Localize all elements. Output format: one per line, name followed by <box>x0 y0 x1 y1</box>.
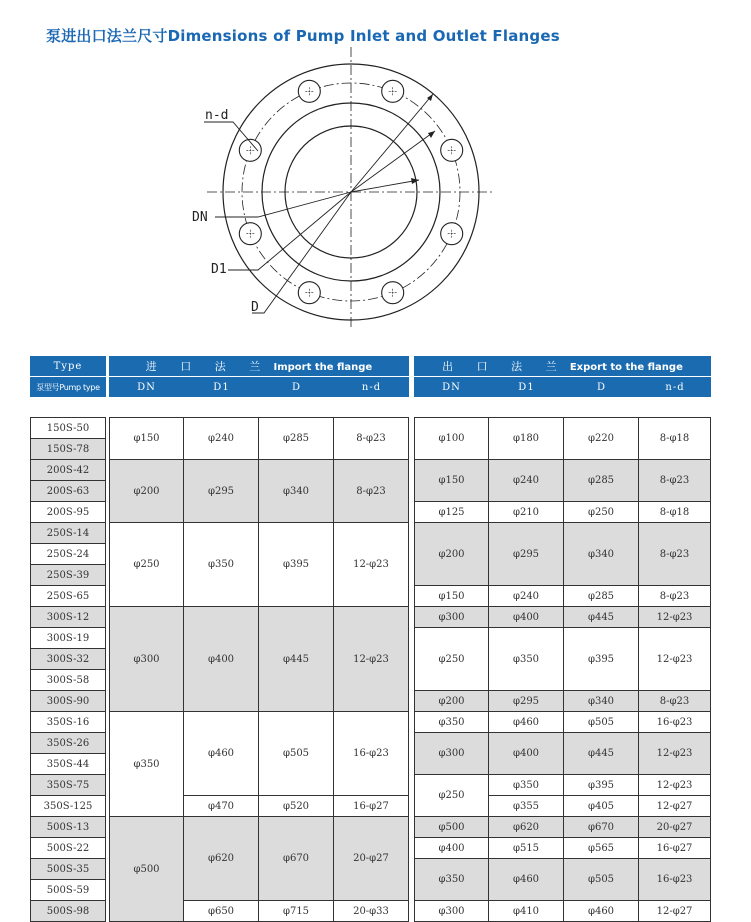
header-type: Type <box>30 356 106 377</box>
in-dn-cell: φ250 <box>109 523 184 607</box>
label-dn: DN <box>192 210 208 225</box>
out-nd-cell: 8-φ23 <box>639 586 711 607</box>
out-d-cell: φ220 <box>564 417 639 460</box>
out-d-cell: φ505 <box>564 712 639 733</box>
type-cell: 300S-90 <box>30 691 106 712</box>
type-cell: 300S-58 <box>30 670 106 691</box>
out-d1-cell: φ240 <box>489 460 564 502</box>
in-d-cell: φ285 <box>259 417 334 460</box>
out-d1-cell: φ240 <box>489 586 564 607</box>
out-nd-cell: 20-φ27 <box>639 817 711 838</box>
out-nd-cell: 12-φ27 <box>639 901 711 922</box>
out-d-cell: φ445 <box>564 733 639 775</box>
in-dn-cell: φ500 <box>109 817 184 922</box>
out-dn-cell: φ250 <box>414 775 489 817</box>
out-nd-cell: 8-φ23 <box>639 460 711 502</box>
type-cell: 150S-50 <box>30 417 106 439</box>
header-in-nd: n-d <box>334 377 409 397</box>
out-d-cell: φ565 <box>564 838 639 859</box>
in-nd-cell: 8-φ23 <box>334 417 409 460</box>
out-d1-cell: φ620 <box>489 817 564 838</box>
header-out-dn: DN <box>414 377 489 397</box>
type-cell: 300S-19 <box>30 628 106 649</box>
in-nd-cell: 12-φ23 <box>334 607 409 712</box>
out-dn-cell: φ300 <box>414 607 489 628</box>
out-d-cell: φ670 <box>564 817 639 838</box>
out-dn-cell: φ150 <box>414 460 489 502</box>
label-d1: D1 <box>211 262 227 277</box>
out-dn-cell: φ500 <box>414 817 489 838</box>
out-d1-cell: φ355 <box>489 796 564 817</box>
type-cell: 250S-24 <box>30 544 106 565</box>
in-d-cell: φ670 <box>259 817 334 901</box>
header-in-dn: DN <box>109 377 184 397</box>
in-d-cell: φ395 <box>259 523 334 607</box>
out-d-cell: φ395 <box>564 628 639 691</box>
in-d1-cell: φ470 <box>184 796 259 817</box>
out-d1-cell: φ400 <box>489 607 564 628</box>
out-nd-cell: 12-φ27 <box>639 796 711 817</box>
out-d1-cell: φ350 <box>489 775 564 796</box>
header-import-en: Import the flange <box>273 362 373 373</box>
in-d-cell: φ520 <box>259 796 334 817</box>
type-cell: 150S-78 <box>30 439 106 460</box>
out-d1-cell: φ295 <box>489 523 564 586</box>
header-out-nd: n-d <box>639 377 711 397</box>
out-d1-cell: φ460 <box>489 712 564 733</box>
in-d-cell: φ715 <box>259 901 334 922</box>
out-dn-cell: φ350 <box>414 712 489 733</box>
out-d1-cell: φ295 <box>489 691 564 712</box>
header-export-cn: 出 口 法 兰 <box>442 360 567 373</box>
out-dn-cell: φ200 <box>414 691 489 712</box>
in-d1-cell: φ350 <box>184 523 259 607</box>
out-nd-cell: 8-φ23 <box>639 691 711 712</box>
type-cell: 200S-42 <box>30 460 106 481</box>
out-d-cell: φ460 <box>564 901 639 922</box>
d1-radius-line <box>351 131 435 192</box>
out-nd-cell: 8-φ23 <box>639 523 711 586</box>
out-d-cell: φ340 <box>564 523 639 586</box>
out-dn-cell: φ200 <box>414 523 489 586</box>
out-dn-cell: φ150 <box>414 586 489 607</box>
out-d-cell: φ340 <box>564 691 639 712</box>
out-d1-cell: φ350 <box>489 628 564 691</box>
out-dn-cell: φ300 <box>414 901 489 922</box>
out-d1-cell: φ410 <box>489 901 564 922</box>
type-cell: 500S-13 <box>30 817 106 838</box>
out-d1-cell: φ400 <box>489 733 564 775</box>
in-d-cell: φ340 <box>259 460 334 523</box>
in-dn-cell: φ200 <box>109 460 184 523</box>
out-d-cell: φ250 <box>564 502 639 523</box>
out-nd-cell: 16-φ27 <box>639 838 711 859</box>
out-d-cell: φ405 <box>564 796 639 817</box>
in-nd-cell: 16-φ27 <box>334 796 409 817</box>
type-cell: 300S-32 <box>30 649 106 670</box>
out-d-cell: φ445 <box>564 607 639 628</box>
out-dn-cell: φ125 <box>414 502 489 523</box>
out-nd-cell: 16-φ23 <box>639 859 711 901</box>
out-dn-cell: φ400 <box>414 838 489 859</box>
in-d1-cell: φ240 <box>184 417 259 460</box>
out-dn-cell: φ300 <box>414 733 489 775</box>
in-dn-cell: φ150 <box>109 417 184 460</box>
in-d-cell: φ445 <box>259 607 334 712</box>
out-nd-cell: 16-φ23 <box>639 712 711 733</box>
header-export-en: Export to the flange <box>569 362 683 373</box>
in-dn-cell: φ350 <box>109 712 184 817</box>
header-import <box>109 356 409 377</box>
in-nd-cell: 16-φ23 <box>334 712 409 796</box>
in-nd-cell: 20-φ33 <box>334 901 409 922</box>
type-cell: 500S-98 <box>30 901 106 922</box>
in-nd-cell: 20-φ27 <box>334 817 409 901</box>
out-d-cell: φ285 <box>564 586 639 607</box>
dn-radius-line <box>351 180 419 192</box>
out-dn-cell: φ100 <box>414 417 489 460</box>
d-radius-line <box>351 94 433 192</box>
type-cell: 350S-75 <box>30 775 106 796</box>
out-d-cell: φ395 <box>564 775 639 796</box>
out-nd-cell: 12-φ23 <box>639 733 711 775</box>
header-in-d: D <box>259 377 334 397</box>
out-d1-cell: φ210 <box>489 502 564 523</box>
flange-diagram <box>0 0 751 340</box>
flange-table <box>30 356 711 922</box>
out-d-cell: φ285 <box>564 460 639 502</box>
label-d: D <box>251 300 259 315</box>
type-cell: 250S-65 <box>30 586 106 607</box>
type-cell: 200S-95 <box>30 502 106 523</box>
out-nd-cell: 12-φ23 <box>639 607 711 628</box>
type-cell: 500S-59 <box>30 880 106 901</box>
out-d1-cell: φ515 <box>489 838 564 859</box>
in-dn-cell: φ300 <box>109 607 184 712</box>
type-cell: 500S-35 <box>30 859 106 880</box>
label-nd: n-d <box>205 108 229 123</box>
page-title: 泵进出口法兰尺寸Dimensions of Pump Inlet and Outlet Flanges <box>46 27 560 45</box>
header-export <box>414 356 711 377</box>
in-d1-cell: φ295 <box>184 460 259 523</box>
out-nd-cell: 12-φ23 <box>639 628 711 691</box>
header-out-d: D <box>564 377 639 397</box>
in-nd-cell: 8-φ23 <box>334 460 409 523</box>
header-out-d1: D1 <box>489 377 564 397</box>
type-cell: 350S-26 <box>30 733 106 754</box>
out-nd-cell: 12-φ23 <box>639 775 711 796</box>
out-dn-cell: φ350 <box>414 859 489 901</box>
type-cell: 350S-16 <box>30 712 106 733</box>
out-nd-cell: 8-φ18 <box>639 502 711 523</box>
header-pump-type: 泵型号Pump type <box>30 377 106 397</box>
type-cell: 500S-22 <box>30 838 106 859</box>
in-d1-cell: φ400 <box>184 607 259 712</box>
type-cell: 200S-63 <box>30 481 106 502</box>
in-nd-cell: 12-φ23 <box>334 523 409 607</box>
type-cell: 300S-12 <box>30 607 106 628</box>
dn-leader <box>215 192 351 217</box>
out-d1-cell: φ180 <box>489 417 564 460</box>
in-d1-cell: φ650 <box>184 901 259 922</box>
header-import-cn: 进 口 法 兰 <box>145 360 271 373</box>
out-nd-cell: 8-φ18 <box>639 417 711 460</box>
out-dn-cell: φ250 <box>414 628 489 691</box>
type-cell: 350S-125 <box>30 796 106 817</box>
in-d-cell: φ505 <box>259 712 334 796</box>
in-d1-cell: φ460 <box>184 712 259 796</box>
type-cell: 250S-39 <box>30 565 106 586</box>
type-cell: 350S-44 <box>30 754 106 775</box>
in-d1-cell: φ620 <box>184 817 259 901</box>
out-d1-cell: φ460 <box>489 859 564 901</box>
header-in-d1: D1 <box>184 377 259 397</box>
out-d-cell: φ505 <box>564 859 639 901</box>
type-cell: 250S-14 <box>30 523 106 544</box>
